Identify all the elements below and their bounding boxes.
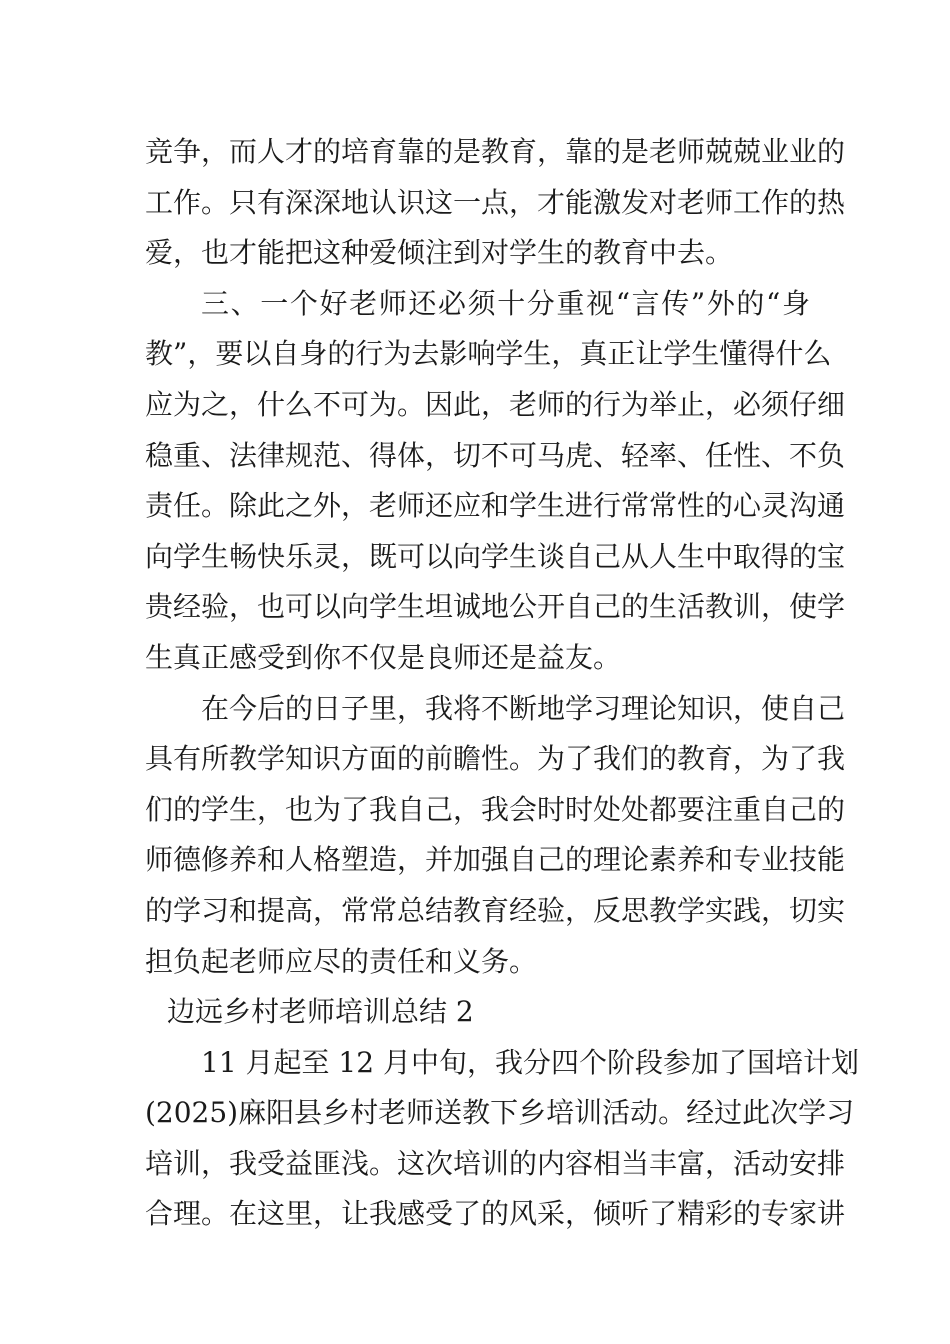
- text-line: 具有所教学知识方面的前瞻性。为了我们的教育，为了我: [145, 742, 846, 776]
- text-line: 的学习和提高，常常总结教育经验，反思教学实践，切实: [145, 893, 846, 927]
- text-line: 应为之，什么不可为。因此，老师的行为举止，必须仔细: [145, 387, 846, 421]
- text-line: 合理。在这里，让我感受了的风采，倾听了精彩的专家讲: [145, 1197, 846, 1231]
- text-line: 责任。除此之外，老师还应和学生进行常常性的心灵沟通: [145, 489, 846, 523]
- text-line: 三、一个好老师还必须十分重视“言传”外的“身: [201, 286, 810, 320]
- text-line: 生真正感受到你不仅是良师还是益友。: [145, 640, 622, 674]
- text-line: 教”，要以自身的行为去影响学生，真正让学生懂得什么: [145, 337, 832, 371]
- text-line: 在今后的日子里，我将不断地学习理论知识，使自己: [201, 691, 846, 725]
- text-line: 向学生畅快乐灵，既可以向学生谈自己从人生中取得的宝: [145, 539, 846, 573]
- text-line: 贵经验，也可以向学生坦诚地公开自己的生活教训，使学: [145, 590, 846, 624]
- text-line: 稳重、法律规范、得体，切不可马虎、轻率、任性、不负: [145, 438, 846, 472]
- text-line: 爱，也才能把这种爱倾注到对学生的教育中去。: [145, 236, 734, 270]
- text-line: 担负起老师应尽的责任和义务。: [145, 944, 538, 978]
- text-line: 竞争，而人才的培育靠的是教育，靠的是老师兢兢业业的: [145, 135, 846, 168]
- text-line: 11 月起至 12 月中旬，我分四个阶段参加了国培计划: [201, 1045, 859, 1079]
- text-line: (2025)麻阳县乡村老师送教下乡培训活动。经过此次学习: [145, 1096, 855, 1130]
- text-line: 师德修养和人格塑造，并加强自己的理论素养和专业技能: [145, 843, 846, 877]
- text-line: 培训，我受益匪浅。这次培训的内容相当丰富，活动安排: [145, 1146, 846, 1180]
- text-line: 工作。只有深深地认识这一点，才能激发对老师工作的热: [145, 185, 846, 219]
- section-heading: 边远乡村老师培训总结 2: [167, 995, 474, 1029]
- document-body: [145, 127, 859, 1240]
- text-line: 们的学生，也为了我自己，我会时时处处都要注重自己的: [145, 792, 846, 826]
